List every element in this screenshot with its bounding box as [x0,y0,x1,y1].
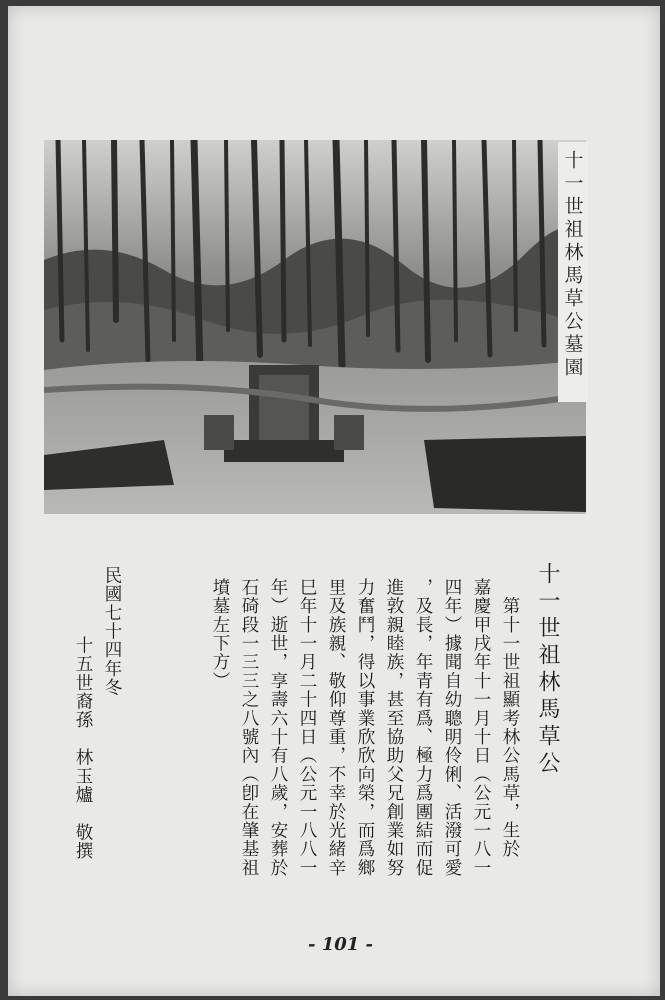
body-line: 嘉慶甲戌年十一月十日（公元一八一 [471,578,491,878]
signature-line: 十五世裔孫 林玉爐 敬撰 [73,636,93,861]
body-line: ，及長，年青有爲、極力爲團結而促 [413,578,433,878]
body-line: 四年）據聞自幼聰明伶俐、活潑可愛 [442,578,462,878]
body-line: 第十一世祖顯考林公馬草，生於 [500,578,520,859]
body-line: 巳年十一月二十四日（公元一八八一 [297,578,317,878]
photo-caption: 十一世祖林馬草公墓園 [558,142,588,402]
book-page [8,6,660,996]
body-line: 力奮鬥，得以事業欣欣向榮，而爲鄉 [355,578,375,878]
body-line: 里及族親、敬仰尊重，不幸於光緒辛 [326,578,346,878]
body-line: 墳墓左下方） [210,578,230,691]
tomb-photo [44,140,586,514]
forest-tomb-illustration [44,140,586,514]
body-line: 進敦親睦族，甚至協助父兄創業如努 [384,578,404,878]
body-line: 年）逝世，享壽六十有八歲，安葬於 [268,578,288,878]
page-number: - 101 - [307,934,374,955]
article-title: 十一世祖林馬草公 [535,562,560,778]
date-line: 民國七十四年冬 [102,566,122,697]
body-line: 石碕段一三三之八號內（卽在肇基祖 [239,578,259,878]
